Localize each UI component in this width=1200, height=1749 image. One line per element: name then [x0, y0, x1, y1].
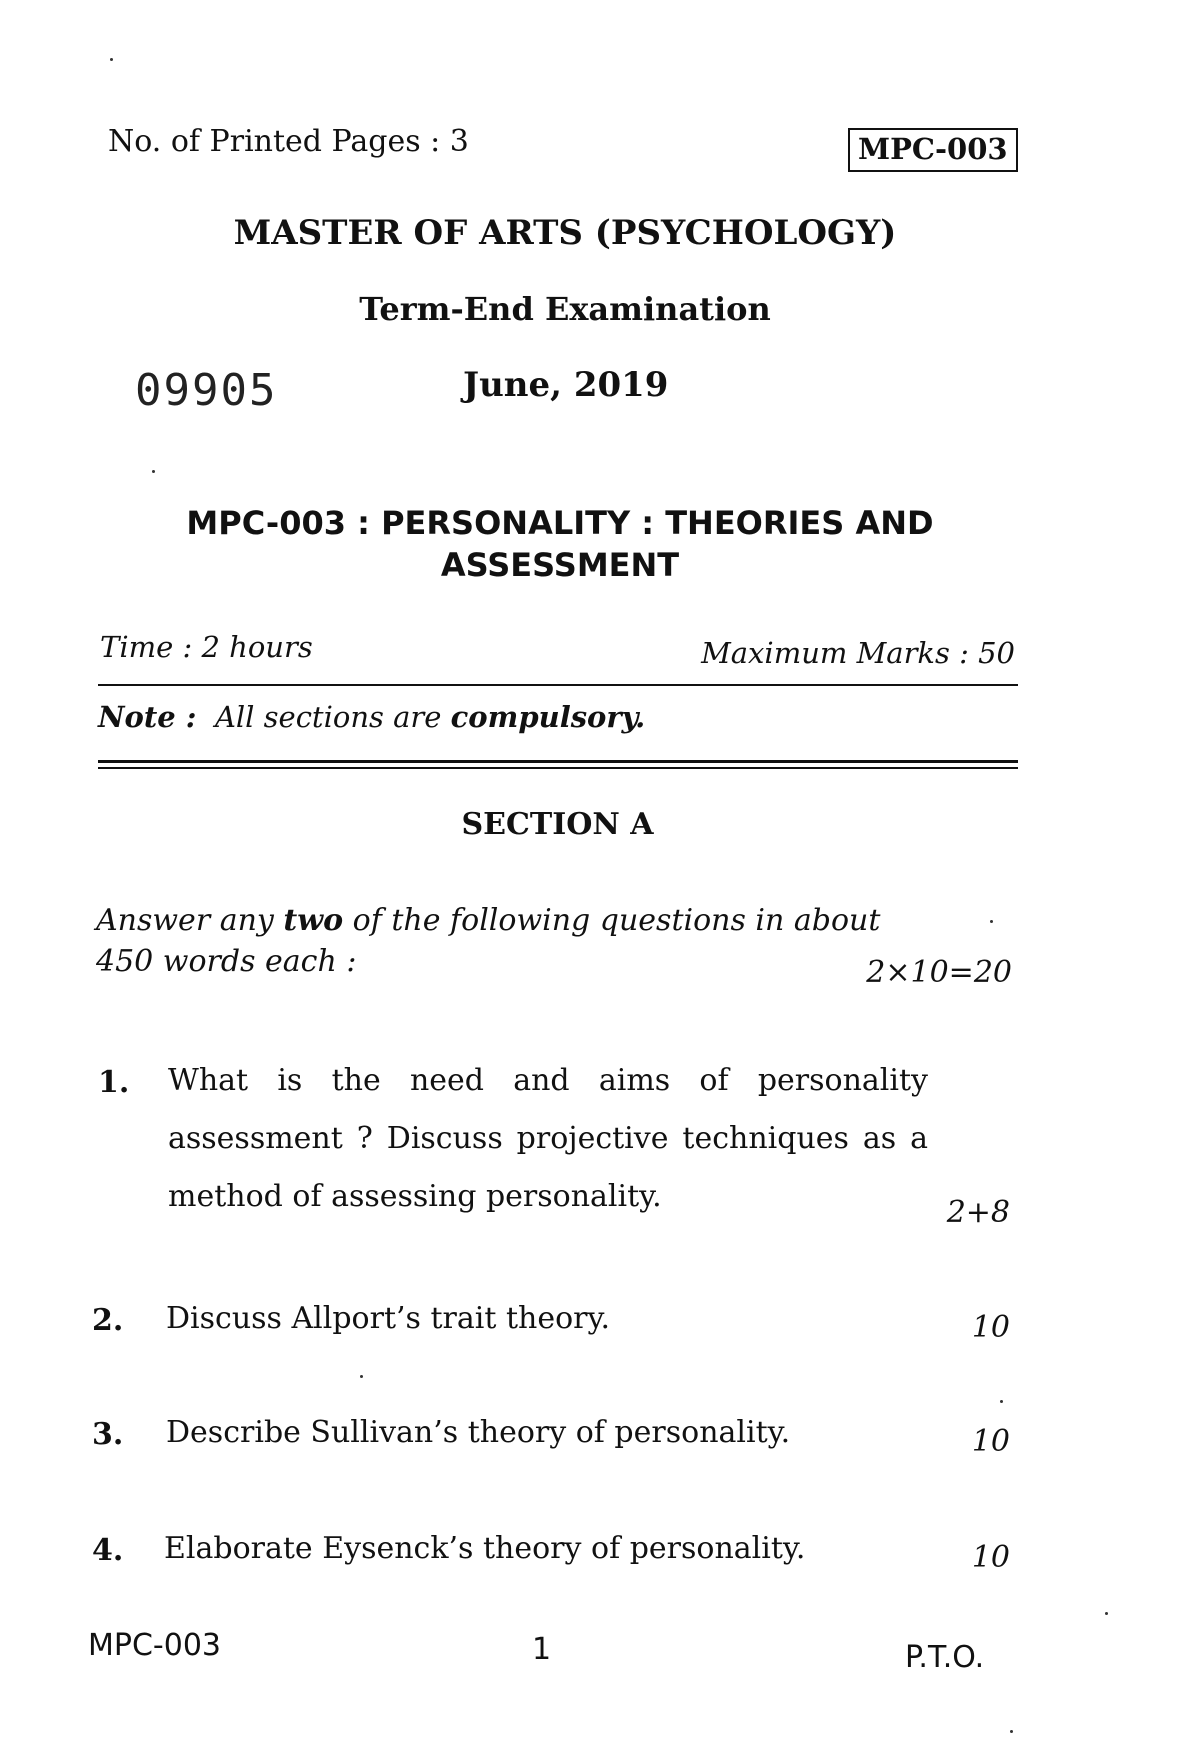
divider-rule [98, 760, 1018, 763]
divider-rule [98, 684, 1018, 686]
page-number: 1 [532, 1632, 552, 1667]
printed-pages-count: No. of Printed Pages : 3 [108, 124, 469, 159]
question-text: What is the need and aims of personality assessment ? Discuss projective techniques as a method of assessing personality. [168, 1063, 928, 1214]
program-title: MASTER OF ARTS (PSYCHOLOGY) [233, 213, 897, 253]
note-text: All sections are [214, 700, 442, 734]
question-number: 3. [92, 1417, 124, 1452]
scan-speck [1010, 1730, 1013, 1733]
instruction-suffix: of the following questions in about [352, 903, 881, 938]
footer-course-code: MPC-003 [88, 1628, 222, 1663]
question-number: 2. [92, 1303, 124, 1338]
instruction-marks: 2×10=20 [866, 955, 1012, 990]
scan-speck [990, 920, 993, 923]
question-text: Describe Sullivan’s theory of personality. [166, 1415, 791, 1450]
question-marks: 10 [971, 1424, 1010, 1459]
note-emphasis: compulsory. [450, 700, 646, 734]
course-title-line1: MPC-003 : PERSONALITY : THEORIES AND [186, 504, 934, 542]
section-instruction [96, 903, 880, 938]
maximum-marks: Maximum Marks : 50 [701, 636, 1015, 670]
question-text: Discuss Allport’s trait theory. [166, 1301, 610, 1336]
exam-date: June, 2019 [463, 365, 669, 405]
instruction-prefix: Answer any [96, 903, 274, 938]
scan-speck [1105, 1612, 1108, 1615]
scan-speck [1000, 1400, 1003, 1403]
course-code-box: MPC-003 [848, 128, 1018, 172]
scan-speck [152, 470, 155, 473]
scan-speck [110, 58, 113, 61]
note [98, 700, 645, 734]
question-marks: 10 [971, 1540, 1010, 1575]
section-heading: SECTION A [461, 807, 654, 842]
instruction-emphasis: two [283, 903, 344, 938]
question-marks: 2+8 [946, 1195, 1010, 1230]
question-number: 4. [92, 1533, 124, 1568]
time-allowed: Time : 2 hours [100, 630, 313, 664]
course-title [160, 502, 960, 586]
question-marks: 10 [971, 1310, 1010, 1345]
please-turn-over: P.T.O. [905, 1640, 985, 1675]
exam-title: Term-End Examination [359, 290, 771, 328]
divider-rule [98, 767, 1018, 769]
question-number: 1. [98, 1065, 130, 1100]
scan-speck [360, 1375, 363, 1378]
instruction-line2: 450 words each : [96, 944, 357, 979]
course-title-line2: ASSESSMENT [440, 546, 680, 584]
question-text: Elaborate Eysenck’s theory of personality. [164, 1531, 806, 1566]
serial-number: 09905 [135, 365, 278, 416]
note-label: Note : [98, 700, 197, 734]
